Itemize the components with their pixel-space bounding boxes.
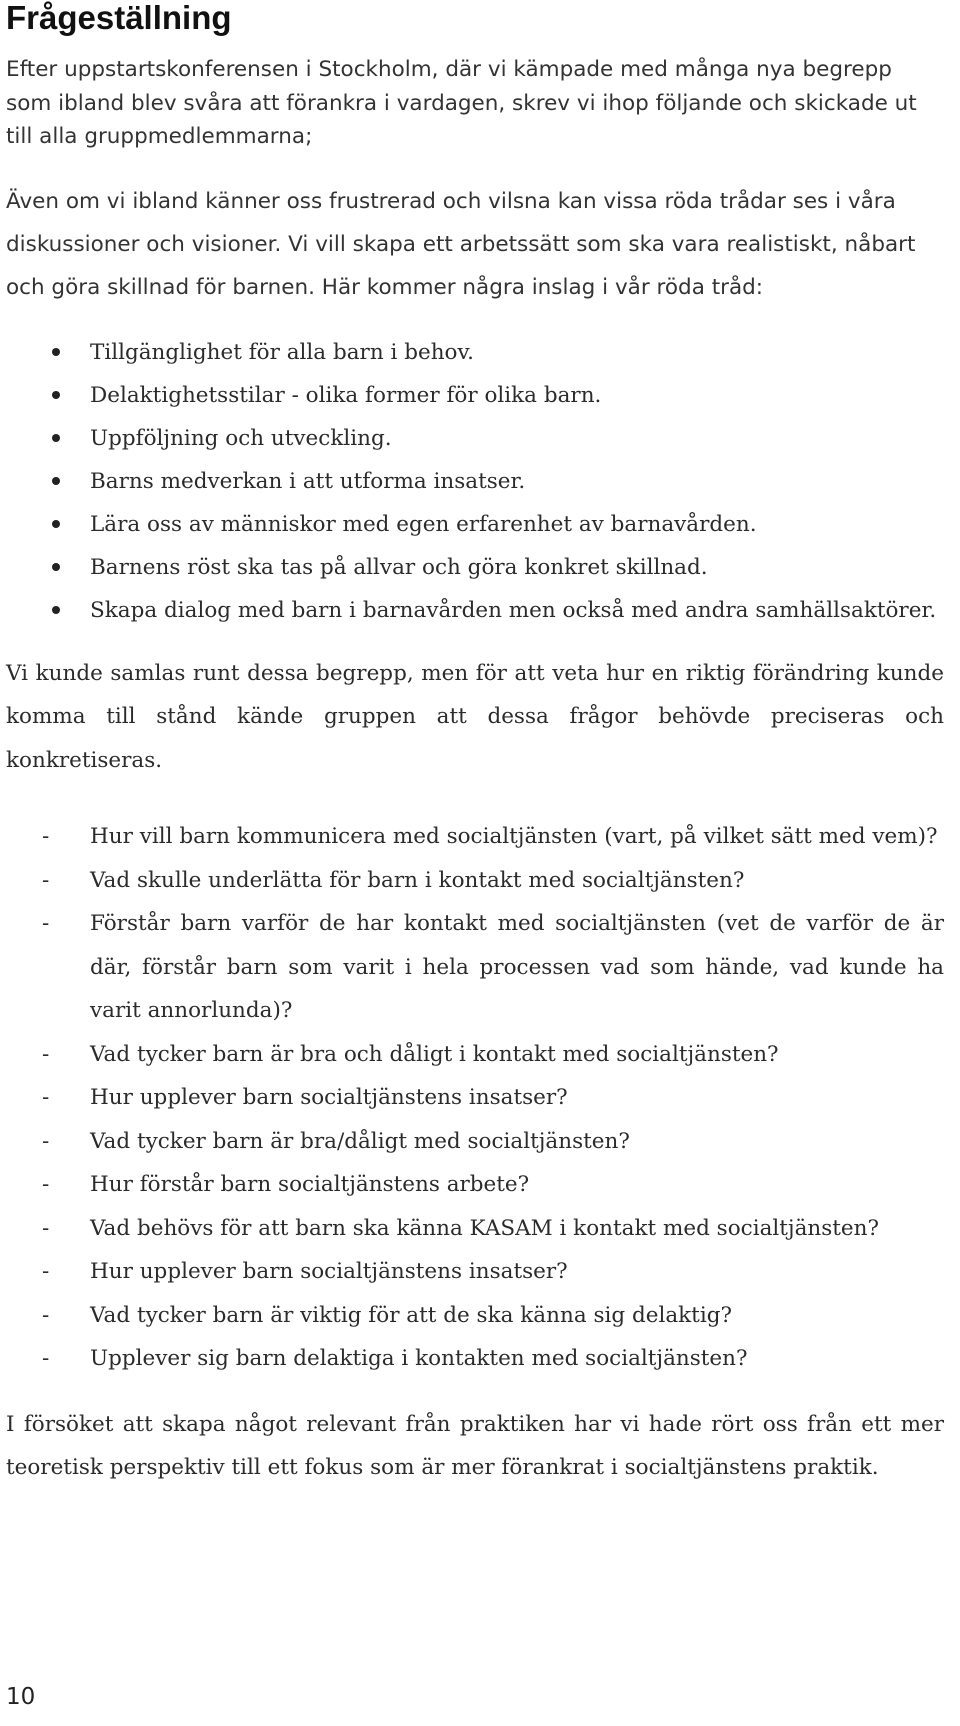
dash-marker: - xyxy=(42,1215,50,1241)
bullet-icon xyxy=(52,563,60,571)
question-text: Hur vill barn kommunicera med socialtjänsten (vart, på vilket sätt med vem)? xyxy=(90,824,938,849)
page-number: 10 xyxy=(6,1684,36,1710)
list-item xyxy=(6,417,944,460)
bullet-icon xyxy=(52,606,60,614)
list-item xyxy=(6,460,944,503)
question-text: Vad tycker barn är bra/dåligt med socialtjänsten? xyxy=(90,1128,630,1154)
bullet-icon xyxy=(52,520,60,528)
question-text: Upplever sig barn delaktiga i kontakten med socialtjänsten? xyxy=(90,1346,748,1371)
dash-marker: - xyxy=(42,824,50,849)
question-item xyxy=(6,1294,944,1338)
bullet-text: Uppföljning och utveckling. xyxy=(90,425,392,451)
bullet-text: Delaktighetsstilar - olika former för olika barn. xyxy=(90,382,602,408)
question-item xyxy=(6,1250,944,1294)
dash-marker: - xyxy=(42,1302,50,1328)
bullet-icon xyxy=(52,477,60,485)
question-item xyxy=(6,1033,944,1077)
list-item xyxy=(6,589,944,632)
question-text: Hur upplever barn socialtjänstens insatser? xyxy=(90,1259,568,1284)
question-item xyxy=(6,1076,944,1120)
list-item xyxy=(6,503,944,546)
question-item xyxy=(6,1337,944,1381)
bullet-text: Barns medverkan i att utforma insatser. xyxy=(90,468,526,494)
quote-paragraph: Även om vi ibland känner oss frustrerad och vilsna kan vissa röda trådar ses i våra diskussioner och visioner. Vi vill skapa ett arbetssätt som ska vara realistiskt, nåbart och göra skillnad för barnen. Här kommer några inslag i vår röda tråd: xyxy=(6,188,916,300)
bullet-text: Barnens röst ska tas på allvar och göra konkret skillnad. xyxy=(90,554,708,580)
dash-marker: - xyxy=(42,1172,50,1197)
intro-paragraph: Efter uppstartskonferensen i Stockholm, där vi kämpade med många nya begrepp som ibland blev svåra att förankra i vardagen, skrev vi ihop följande och skickade ut till alla gruppmedlemmarna; xyxy=(6,57,917,149)
question-item xyxy=(6,1207,944,1251)
question-text: Vad tycker barn är bra och dåligt i kontakt med socialtjänsten? xyxy=(90,1041,779,1067)
question-item xyxy=(6,1120,944,1164)
list-item xyxy=(6,546,944,589)
list-item xyxy=(6,331,944,374)
question-text: Vad tycker barn är viktig för att de ska känna sig delaktig? xyxy=(90,1302,732,1328)
dash-marker: - xyxy=(42,911,50,936)
question-text: Förstår barn varför de har kontakt med socialtjänsten (vet de varför de är där, förstår barn som varit i hela processen vad som hände, vad kunde ha varit annorlunda)? xyxy=(90,911,944,1023)
bullet-list xyxy=(6,331,944,632)
bullet-icon xyxy=(52,391,60,399)
document-page xyxy=(6,0,944,1490)
question-list xyxy=(6,815,944,1381)
question-text: Hur förstår barn socialtjänstens arbete? xyxy=(90,1172,530,1197)
body-paragraph: Vi kunde samlas runt dessa begrepp, men för att veta hur en riktig förändring kunde komma till stånd kände gruppen att dessa frågor behövde preciseras och konkretiseras. xyxy=(6,660,944,773)
section-heading: Frågeställning xyxy=(6,0,232,36)
bullet-icon xyxy=(52,434,60,442)
bullet-text: Tillgänglighet för alla barn i behov. xyxy=(90,339,474,365)
question-text: Hur upplever barn socialtjänstens insatser? xyxy=(90,1085,568,1110)
closing-paragraph: I försöket att skapa något relevant från praktiken har vi hade rört oss från ett mer teoretisk perspektiv till ett fokus som är mer förankrat i socialtjänstens praktik. xyxy=(6,1411,944,1480)
question-text: Vad skulle underlätta för barn i kontakt med socialtjänsten? xyxy=(90,867,745,893)
dash-marker: - xyxy=(42,867,50,893)
question-text: Vad behövs för att barn ska känna KASAM i kontakt med socialtjänsten? xyxy=(90,1215,880,1241)
question-item xyxy=(6,815,944,859)
dash-marker: - xyxy=(42,1085,50,1110)
bullet-icon xyxy=(52,348,60,356)
question-item xyxy=(6,902,944,1033)
bullet-text: Skapa dialog med barn i barnavården men också med andra samhällsaktörer. xyxy=(90,597,937,623)
dash-marker: - xyxy=(42,1128,50,1154)
list-item xyxy=(6,374,944,417)
question-item xyxy=(6,1163,944,1207)
dash-marker: - xyxy=(42,1041,50,1067)
dash-marker: - xyxy=(42,1346,50,1371)
question-item xyxy=(6,859,944,903)
dash-marker: - xyxy=(42,1259,50,1284)
bullet-text: Lära oss av människor med egen erfarenhet av barnavården. xyxy=(90,511,757,537)
